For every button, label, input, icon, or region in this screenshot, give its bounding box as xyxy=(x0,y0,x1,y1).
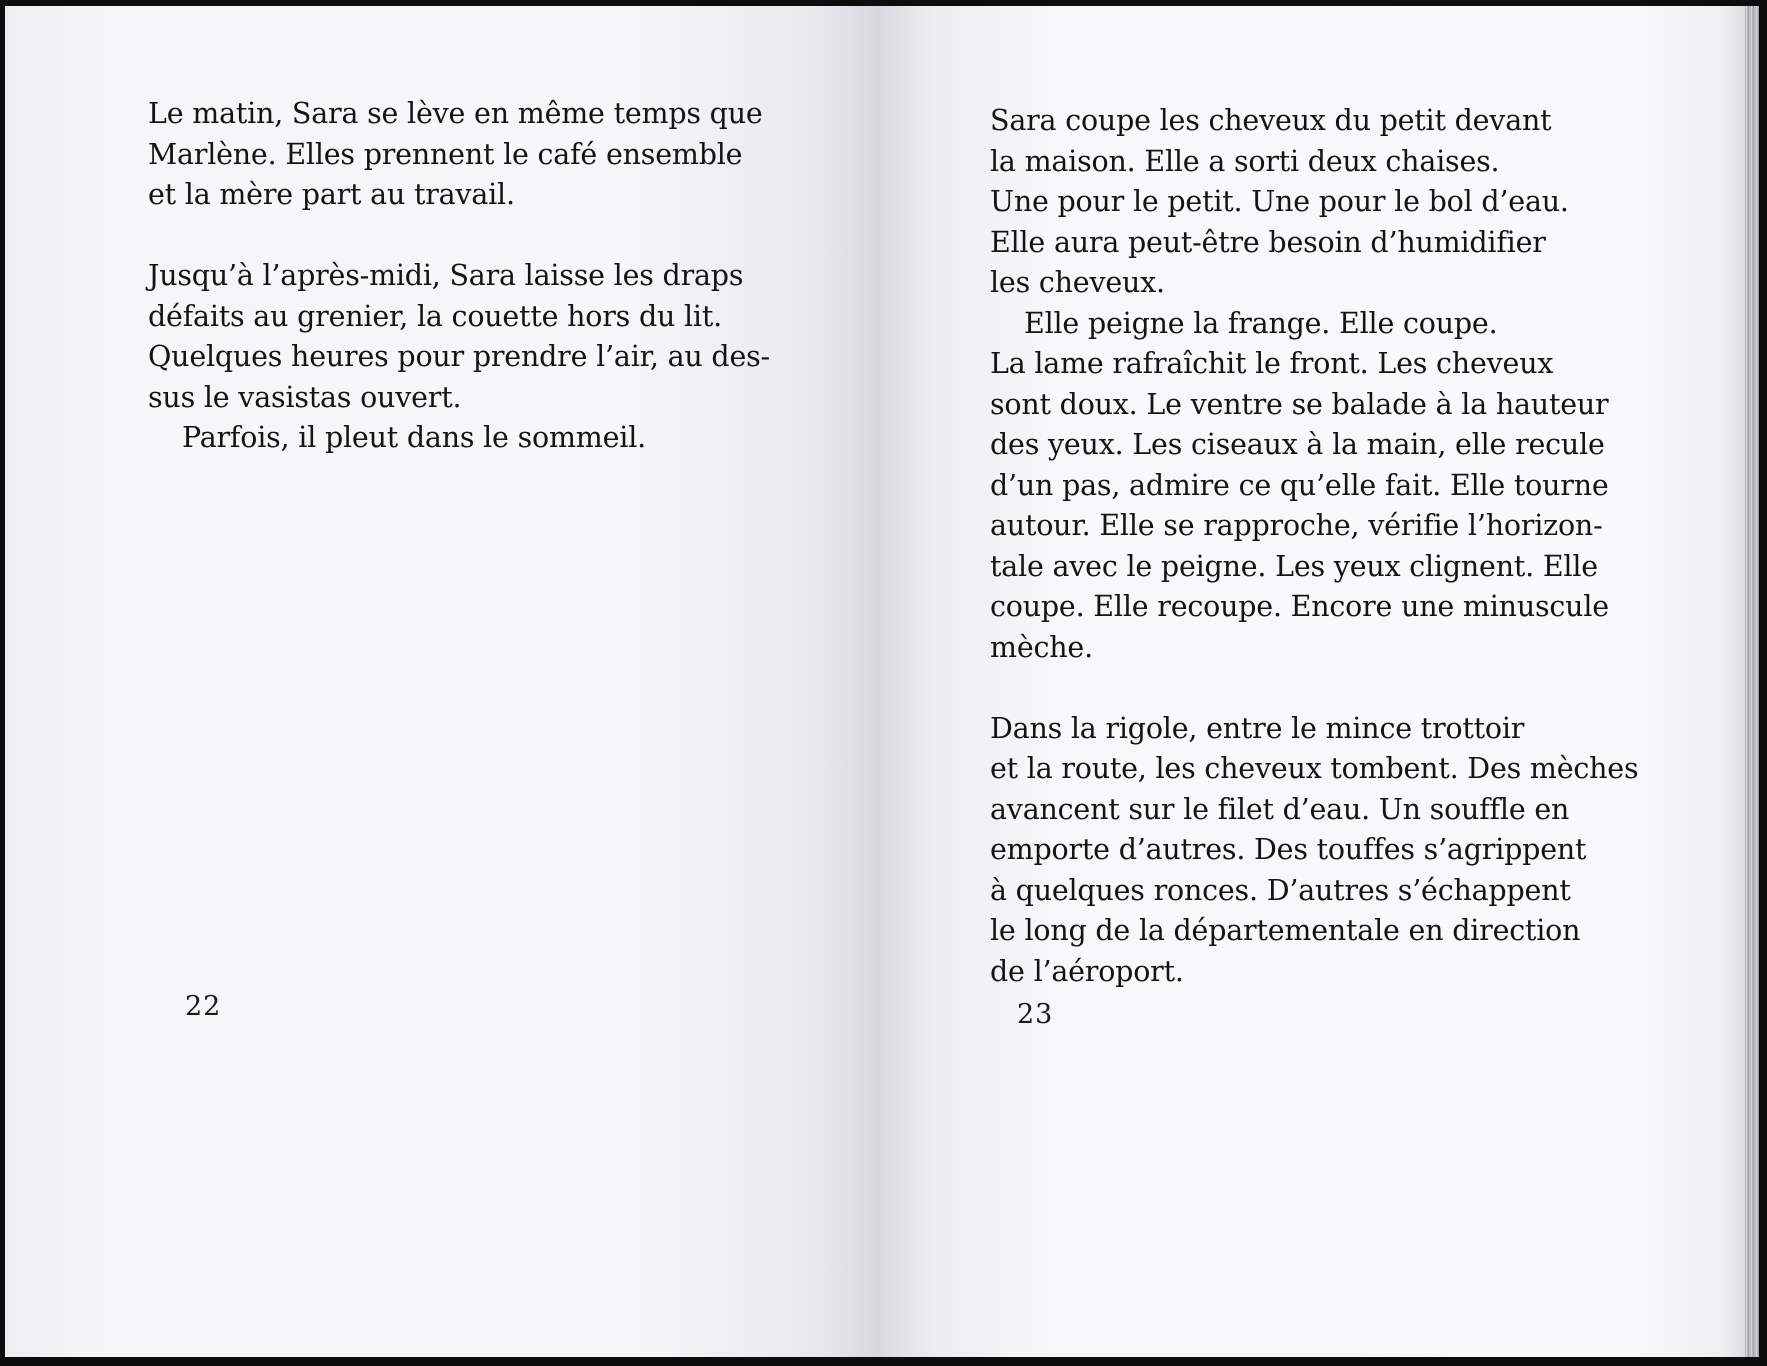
paragraph: Jusqu’à l’après-midi, Sara laisse les draps défaits au grenier, la couette hors du lit. Quelques heures pour prendre l’air, au des- sus le vasistas ouvert. xyxy=(148,259,770,414)
paragraph: Sara coupe les cheveux du petit devant la maison. Elle a sorti deux chaises. Une pour le petit. Une pour le bol d’eau. Elle aura peut-être besoin d’humidifier les cheveux. xyxy=(990,104,1569,299)
left-page-text xyxy=(148,94,868,459)
page-number: 23 xyxy=(1017,999,1054,1030)
right-page xyxy=(880,6,1759,1357)
page-number: 22 xyxy=(185,991,222,1022)
paragraph: Dans la rigole, entre le mince trottoir et la route, les cheveux tombent. Des mèches avancent sur le filet d’eau. Un souffle en emporte d’autres. Des touffes s’agrippent à quelques ronces. D’autres s’échappent le long de la départementale en direction de l’aéroport. xyxy=(990,711,1639,988)
paragraph: Parfois, il pleut dans le sommeil. xyxy=(182,421,646,454)
right-page-text xyxy=(990,101,1690,992)
paragraph: La lame rafraîchit le front. Les cheveux sont doux. Le ventre se balade à la hauteur des yeux. Les ciseaux à la main, elle recule d’un pas, admire ce qu’elle fait. Elle tourne autour. Elle se rapproche, vérifie l’horizon- tale avec le peigne. Les yeux clignent. Elle coupe. Elle recoupe. Encore une minuscule mèche. xyxy=(990,347,1609,664)
paragraph: Le matin, Sara se lève en même temps que Marlène. Elles prennent le café ensemble et la mère part au travail. xyxy=(148,97,763,211)
left-page xyxy=(5,6,880,1357)
paragraph: Elle peigne la frange. Elle coupe. xyxy=(1024,306,1498,340)
book-spread xyxy=(5,6,1759,1357)
page-edge-stack xyxy=(1745,6,1759,1357)
